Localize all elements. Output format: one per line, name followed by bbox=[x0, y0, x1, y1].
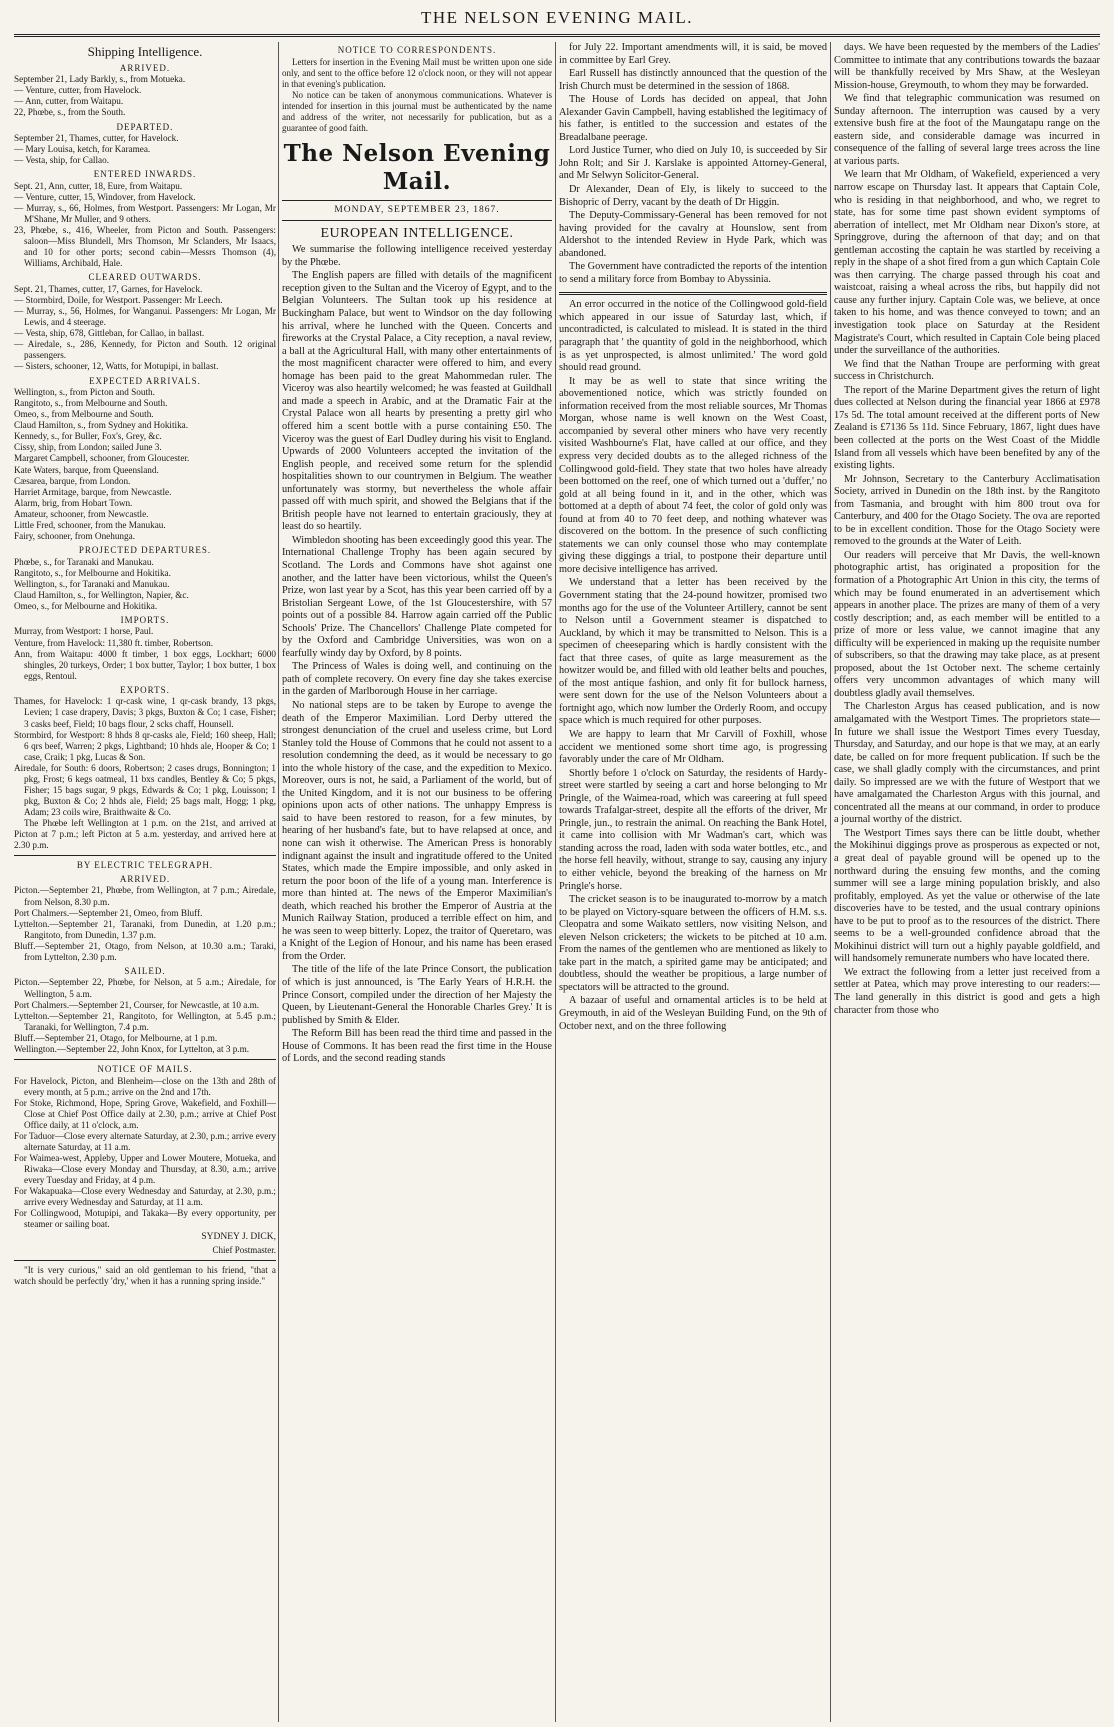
shipping-entry: For Taduor—Close every alternate Saturday, at 2.30, p.m.; arrive every alternate Saturday, at 11 a.m. bbox=[14, 1130, 276, 1152]
column-local-news bbox=[559, 42, 827, 1722]
shipping-entry: — Stormbird, Doile, for Westport. Passenger: Mr Leech. bbox=[14, 295, 223, 306]
dateline: MONDAY, SEPTEMBER 23, 1867. bbox=[334, 204, 500, 215]
divider bbox=[14, 1059, 276, 1060]
shipping-entry: Cissy, ship, from London; sailed June 3. bbox=[14, 442, 162, 453]
shipping-entry: Amateur, schooner, from Newcastle. bbox=[14, 508, 149, 519]
phoebe-note: The Phœbe left Wellington at 1 p.m. on the 21st, and arrived at Picton at 7 p.m.; left Picton at 5 a.m. yesterday, and arrived here at 2.30 p.m. bbox=[14, 817, 276, 850]
article-paragraph: We learn that Mr Oldham, of Wakefield, experienced a very narrow escape on Thursday last. It appears that Captain Cole, who is residing in that neighborhood, and who, we regret to state, has for some time past shown evident symptoms of aberration of intellect, met Mr Oldham near Dixon's store, at Springgrove, during the afternoon of that day; and on that gentleman accosting the captain he was startled by receiving a reply in the shape of a shot fired from a gun which Captain Cole was then carrying. The charge passed through his coat and waistcoat, raising a wheal across the ribs, but happily did not cause any further injury. Captain Cole was, we believe, at once taken to his home, and was thence conveyed to town; and an investigation took place on Saturday at the Resident Magistrate's Court, which resulted in Captain Cole being placed under the surveillance of the authorities. bbox=[834, 169, 1100, 357]
departed-heading: DEPARTED. bbox=[116, 121, 174, 132]
shipping-entry: Picton.—September 22, Phœbe, for Nelson, at 5 a.m.; Airedale, for Wellington, 5 a.m. bbox=[14, 977, 276, 999]
shipping-entry: September 21, Thames, cutter, for Havelock. bbox=[14, 133, 179, 144]
shipping-entry: Kennedy, s., for Buller, Fox's, Grey, &c. bbox=[14, 431, 162, 442]
shipping-entry: Lyttelton.—September 21, Taranaki, from Dunedin, at 1.20 p.m.; Rangitoto, from Dunedin, 1.37 p.m. bbox=[14, 918, 276, 940]
projected-heading: PROJECTED DEPARTURES. bbox=[78, 544, 212, 555]
shipping-entry: Ann, from Waitapu: 4000 ft timber, 1 box eggs, Lockhart; 6000 shingles, 20 turkeys, Order; 1 box butter, Taylor; 1 box butter, 1 box eggs, Rentoul. bbox=[14, 648, 276, 681]
masthead-rule bbox=[14, 34, 1100, 37]
column-divider bbox=[555, 42, 556, 1722]
article-paragraph: A bazaar of useful and ornamental articles is to be held at Greymouth, in aid of the Wesleyan Building Fund, on the 9th of October next, and on the three following bbox=[559, 995, 827, 1032]
notice-paragraph: Letters for insertion in the Evening Mail must be written upon one side only, and sent to the office before 12 o'clock noon, or they will not appear in that evening's publication. bbox=[282, 56, 552, 89]
entered-heading: ENTERED INWARDS. bbox=[93, 169, 197, 180]
article-paragraph: We understand that a letter has been received by the Government stating that the 24-pound howitzer, promised two months ago for the use of the Volunteer Artillery, cannot be sent to Nelson until a Government steamer is dispatched to Auckland, by which it may be transmitted to Nelson. This is a specimen of cheeseparing which is hardly consistent with the fact that three cases, of quite as large measurement as the howitzer would be, and filled with old leather belts and pouches, of the most antique fashion, and only fit for bullock harness, were sent down for the use of the Nelson Volunteers about a fortnight ago, which now lumber the Orderly Room, and occupy space which is much required for other purposes. bbox=[559, 577, 827, 727]
shipping-entry: Wellington, s., for Taranaki and Manukau. bbox=[14, 578, 170, 589]
article-paragraph: for July 22. Important amendments will, it is said, be moved in committee by Earl Grey. bbox=[559, 42, 827, 66]
shipping-entry: Sept. 21, Thames, cutter, 17, Garnes, for Havelock. bbox=[14, 284, 203, 295]
correction-paragraph: An error occurred in the notice of the Collingwood gold-field which appeared in our issue of Saturday last, which, if uncontradicted, is calculated to mislead. It is stated in the third paragraph that ' the quantity of gold in the neighborhood, which is as yet unprospected, is almost unlimited.' The word gold should read ground. bbox=[559, 299, 827, 374]
column-divider bbox=[830, 42, 831, 1722]
shipping-entry: Port Chalmers.—September 21, Omeo, from Bluff. bbox=[14, 907, 203, 918]
notice-heading: NOTICE TO CORRESPONDENTS. bbox=[337, 45, 497, 55]
article-paragraph: The Reform Bill has been read the third time and passed in the House of Commons. It has been read the first time in the House of Lords, and the second reading stands bbox=[282, 1028, 552, 1065]
cleared-heading: CLEARED OUTWARDS. bbox=[88, 272, 202, 283]
article-paragraph: Dr Alexander, Dean of Ely, is likely to succeed to the Bishopric of Derry, vacant by the death of Dr Higgin. bbox=[559, 184, 827, 208]
shipping-entry: — Vesta, ship, 678, Gittleban, for Callao, in ballast. bbox=[14, 328, 205, 339]
closing-anecdote: "It is very curious," said an old gentleman to his friend, "that a watch should be perfectly 'dry,' when it has a running spring inside." bbox=[14, 1265, 276, 1287]
shipping-entry: Harriet Armitage, barque, from Newcastle. bbox=[14, 486, 172, 497]
european-heading: EUROPEAN INTELLIGENCE. bbox=[320, 226, 514, 242]
article-paragraph: We summarise the following intelligence received yesterday by the Phœbe. bbox=[282, 244, 552, 268]
shipping-entry: Fairy, schooner, from Onehunga. bbox=[14, 530, 135, 541]
shipping-entry: Venture, from Havelock: 11,380 ft. timber, Robertson. bbox=[14, 637, 214, 648]
shipping-entry: — Sisters, schooner, 12, Watts, for Motupipi, in ballast. bbox=[14, 361, 219, 372]
article-paragraph: Wimbledon shooting has been exceedingly good this year. The International Challenge Trophy has been again secured by Scotland. The Lords and Commons have shot against one another, and the latter have been victorious, whilst the Queen's Prize, won last year by a Scot, has this year been carried off by a Bristolian Sergeant Lowe, of the 1st Gloucestershire, with 57 points out of a possible 84. Harrow again carried off the Public Schools' Prize. The Chancellors' Challenge Plate competed for by the Oxford and Cambridge Universities, was won on a fearfully windy day by Oxford, by 8 points. bbox=[282, 534, 552, 659]
article-paragraph: days. We have been requested by the members of the Ladies' Committee to intimate that any contributions towards the bazaar will be thankfully received by Mrs Shaw, at the Wesleyan Mission-house, Greymouth, to whom they may be forwarded. bbox=[834, 42, 1100, 91]
shipping-entry: For Havelock, Picton, and Blenheim—close on the 13th and 28th of every month, at 5 p.m.; arrive on the 2nd and 17th. bbox=[14, 1075, 276, 1097]
shipping-entry: Sept. 21, Ann, cutter, 18, Eure, from Waitapu. bbox=[14, 181, 183, 192]
article-paragraph: No national steps are to be taken by Europe to avenge the death of the Emperor Maximilian. Lord Derby uttered the strongest denunciation of the cruel and useless crime, but Lord Stanley told the House of Commons that he could not assent to a resolution condemning the deed, as it would be necessary to go into the whole history of the case, and the expedition to Mexico. Moreover, ours is not, he said, a Parliament of the world, but of the United Kingdom, and it is not our business to be offering opinions upon acts of other nations. The unhappy Empress is said to have been restored to reason, for a few minutes, by hearing of her husband's fate, but to have relapsed at once, and none can wish it otherwise. The American Press is honorably indignant against the insult and ingratitude offered to the United States, which made the Empire impossible, and only asked in return the poor boon of the life of a young man. Interference is more than hinted at. The news of the Emperor Maximilian's death, which reached his brother the Emperor of Austria at the Munich Railway Station, produced a terrible effect on him, and he was seen to weep bitterly. Lopez, the traitor of Queretaro, was a Knight of the Legion of Honour, and his name has been erased from the Order. bbox=[282, 699, 552, 962]
article-paragraph: We extract the following from a letter just received from a settler at Patea, which may prove interesting to our readers:—The land generally in this district is good and gets a high character from those who bbox=[834, 966, 1100, 1016]
tel-sailed-heading: SAILED. bbox=[124, 965, 166, 976]
article-paragraph: We find that telegraphic communication was resumed on Sunday afternoon. The interruption was caused by a very extensive bush fire at the foot of the Maungatapu range on the eastern side, and considerable damage was incurred in consequence of the falling of several large trees across the line at various parts. bbox=[834, 93, 1100, 167]
shipping-title: Shipping Intelligence. bbox=[87, 44, 203, 59]
shipping-entry: Claud Hamilton, s., for Wellington, Napier, &c. bbox=[14, 589, 189, 600]
exports-heading: EXPORTS. bbox=[120, 684, 170, 695]
article-paragraph: The report of the Marine Department gives the return of light dues collected at Nelson during the financial year 1866 at £978 17s 5d. The total amount received at the different ports of New Zealand is £7136 5s 11d. Since February, 1867, light dues have been collected at the ports on the West Coast of the Middle Island from all vessels which have been benefited by any of the existing lights. bbox=[834, 384, 1100, 472]
article-paragraph: The Deputy-Commissary-General has been removed for not having provided for the cavalry at Hounslow, sent from Aldershot to the intended Review in Hyde Park, which was abandoned. bbox=[559, 210, 827, 259]
shipping-entry: 23, Phœbe, s., 416, Wheeler, from Picton and South. Passengers: saloon—Miss Blundell, Mrs Thomson, Mr Sclanders, Mr Isaacs, and 10 for other ports; second cabin—Messrs Thomson (4), Williams, Archibald, Hale. bbox=[14, 225, 276, 269]
article-paragraph: The title of the life of the late Prince Consort, the publication of which is just announced, is 'The Early Years of H.R.H. the Prince Consort, compiled under the direction of her Majesty the Queen, by Lieutenant-General the Honorable Charles Grey.' It is published by Smith & Elder. bbox=[282, 964, 552, 1026]
divider bbox=[14, 1260, 276, 1261]
column-shipping bbox=[14, 42, 276, 1722]
article-paragraph: The Charleston Argus has ceased publication, and is now amalgamated with the Westport Times. The proprietors state—In future we shall issue the Westport Times every Tuesday, Thursday, and Saturday, and our hope is that we may, at an early date, be called on for more frequent publication. If such be the case, we shall gladly comply with the circumstances, and print daily. So impressed are we with the future of Westport that we have amalgamated the Charleston Argus with this journal, and concentrated all the means at our command, in order to produce a journal worthy of the district. bbox=[834, 701, 1100, 826]
shipping-entry: Cæsarea, barque, from London. bbox=[14, 475, 131, 486]
article-paragraph: Earl Russell has distinctly announced that the question of the Irish Church must be determined in the session of 1868. bbox=[559, 68, 827, 92]
shipping-entry: Lyttelton.—September 21, Rangitoto, for Wellington, at 5.45 p.m.; Taranaki, for Wellington, 7.4 p.m. bbox=[14, 1010, 276, 1032]
shipping-entry: Kate Waters, barque, from Queensland. bbox=[14, 464, 159, 475]
arrived-heading: ARRIVED. bbox=[119, 62, 171, 73]
notice-paragraph: No notice can be taken of anonymous communications. Whatever is intended for insertion in this journal must be authenticated by the name and address of the writer, not necessarily for publication, but as a guarantee of good faith. bbox=[282, 90, 552, 133]
shipping-entry: Thames, for Havelock: 1 qr-cask wine, 1 qr-cask brandy, 13 pkgs, Levien; 1 case drapery, Davis; 3 pkgs, Buxton & Co; 1 case, Fisher; 3 casks beef, Field; 10 bags flour, 2 scks chaff, Hounsell. bbox=[14, 696, 276, 729]
shipping-entry: Airedale, for South: 6 doors, Robertson; 2 cases drugs, Bonnington; 1 pkg, Frost; 6 kegs oatmeal, 11 bxs candles, Bentley & Co; 5 pkgs, Fisher; 15 bags sugar, 9 pkgs, Edwards & Co; 1 pkg, Louisson; 1 pkg, Buxton & Co; 2 hhds ale, Field; 25 bags malt, Hogg; 1 pkg, Adam; 23 coils wire, Braithwaite & Co. bbox=[14, 762, 276, 817]
article-paragraph: The English papers are filled with details of the magnificent reception given to the Sultan and the Viceroy of Egypt, and to the Belgian Volunteers. The Sultan took up his residence at Buckingham Palace, but went to Windsor on the day following his arrival, where he lunched with the Queen. Concerts and fireworks at the Crystal Palace, a City reception, a naval review, a ball at the Agricultural Hall, with many other entertainments of the most magnificent character were offered to him, and every homage has been paid to the great Mahommedan ruler. The Viceroy was also heartily welcomed; he was feasted at Guildhall and made a speech in Arabic, and at the Dramatic Fair at the Crystal Palace won all hearts by presenting a pretty girl who offered him a scent bottle with a purse containing £50. The Viceroy was the guest of Earl Dudley during his visit to England. Upwards of 2000 Volunteers accepted the invitation of the English people, and received some return for the splendid hospitalities shown to our countrymen in Belgium. The weather unfortunately was stormy, but nevertheless the whole affair passed off with much spirit, and showed the Belgians that if the British people have not learned to entertain graciously, they at least do so heartily. bbox=[282, 270, 552, 533]
shipping-entry: Bluff.—September 21, Otago, from Nelson, at 10.30 a.m.; Taraki, from Lyttelton, 2.30 p.m. bbox=[14, 940, 276, 962]
shipping-entry: Omeo, s., for Melbourne and Hokitika. bbox=[14, 600, 158, 611]
postmaster-signature: SYDNEY J. DICK, bbox=[201, 1231, 276, 1242]
telegraph-heading: BY ELECTRIC TELEGRAPH. bbox=[76, 859, 214, 870]
article-paragraph: The House of Lords has decided on appeal, that John Alexander Gavin Campbell, having established the legitimacy of his father, is entitled to the succession and estates of the Breadalbane peerage. bbox=[559, 94, 827, 143]
shipping-entry: Bluff.—September 21, Otago, for Melbourne, at 1 p.m. bbox=[14, 1032, 218, 1043]
shipping-entry: For Collingwood, Motupipi, and Takaka—By every opportunity, per steamer or sailing boat. bbox=[14, 1207, 276, 1229]
shipping-entry: Wellington, s., from Picton and South. bbox=[14, 387, 155, 398]
shipping-entry: For Waimea-west, Appleby, Upper and Lower Moutere, Motueka, and Riwaka—Close every Monday and Thursday, at 8.30, a.m.; arrive every Tuesday and Friday, at 4 p.m. bbox=[14, 1152, 276, 1185]
shipping-entry: Little Fred, schooner, from the Manukau. bbox=[14, 519, 166, 530]
article-paragraph: It may be as well to state that since writing the abovementioned notice, which was strictly founded on information received from the most reliable sources, Mr Thomas Morgan, whose name is well known on the West Coast, accompanied by several other miners who have very recently visited Washbourne's Flat, have called at our office, and they express very decided doubts as to the alleged richness of the Collingwood gold-field. They state that two holes have already been bottomed on the reef, one of which turned out a 'duffer,' no gold at all being found in it, and in the other, which was bottomed at a depth of about 74 feet, the color of gold only was found at from 40 to 70 feet deep, and nothing whatever was discovered on the bottom. In the presence of such conflicting statements we can only counsel those who may contemplate giving these diggings a trial, to postpone their departure until more decisive intelligence has arrived. bbox=[559, 375, 827, 575]
shipping-entry: For Stoke, Richmond, Hope, Spring Grove, Wakefield, and Foxhill—Close at Chief Post Office daily at 2.30, p.m.; arrive at Chief Post Office daily, at 11 o'clock, a.m. bbox=[14, 1097, 276, 1130]
shipping-entry: — Vesta, ship, for Callao. bbox=[14, 155, 110, 166]
expected-heading: EXPECTED ARRIVALS. bbox=[89, 375, 201, 386]
tel-arrived-heading: ARRIVED. bbox=[119, 873, 171, 884]
column-editorial bbox=[282, 42, 552, 1722]
shipping-entry: — Airedale, s., 286, Kennedy, for Picton and South. 12 original passengers. bbox=[14, 339, 276, 361]
article-paragraph: The cricket season is to be inaugurated to-morrow by a match to be played on Victory-square between the officers of H.M. s.s. Cleopatra and some Waikato settlers, now visiting Nelson, and eleven Nelson cricketers; the wickets to be pitched at 10 a.m. From the names of the gentlemen who are mentioned as likely to take part in the match, a spirited game may be anticipated; and doubtless, should the weather be propitious, a large number of spectators will be attracted to the ground. bbox=[559, 894, 827, 993]
shipping-entry: Wellington.—September 22, John Knox, for Lyttelton, at 3 p.m. bbox=[14, 1043, 250, 1054]
shipping-entry: — Mary Louisa, ketch, for Karamea. bbox=[14, 144, 151, 155]
shipping-entry: 22, Phœbe, s., from the South. bbox=[14, 107, 126, 118]
article-paragraph: Mr Johnson, Secretary to the Canterbury Acclimatisation Society, arrived in Dunedin on the 18th inst. by the Rangitoto from Tasmania, and brought with him 800 trout ova for Canterbury, and 400 for the Otago Society. The ova are reported to be in excellent condition. Those for the Otago Society were removed to the grounds at the Water of Leith. bbox=[834, 473, 1100, 548]
shipping-entry: Phœbe, s., for Taranaki and Manukau. bbox=[14, 556, 154, 567]
shipping-entry: Murray, from Westport: 1 horse, Paul. bbox=[14, 626, 154, 637]
shipping-entry: For Wakapuaka—Close every Wednesday and Saturday, at 2.30, p.m.; arrive every Wednesday and Saturday, at 11 a.m. bbox=[14, 1185, 276, 1207]
article-paragraph: The Government have contradicted the reports of the intention to send a military force from Bombay to Abyssinia. bbox=[559, 261, 827, 285]
shipping-entry: — Murray, s., 66, Holmes, from Westport. Passengers: Mr Logan, Mr M'Shane, Mr Muller, and 9 others. bbox=[14, 203, 276, 225]
shipping-entry: — Venture, cutter, 15, Windover, from Havelock. bbox=[14, 192, 196, 203]
article-paragraph: The Westport Times says there can be little doubt, whether the Mokihinui diggings prove as prosperous as expected or not, a great deal of payable ground will be opened up to the northward during the ensuing few months, and the coming summer will see a large mining population briskly, and also profitably, employed. As yet the value or otherwise of the late discoveries have to be tested, and the usual contrary opinions have to be put to proof as to the resources of the district. There seems to be a well-grounded confidence abroad that the Mokihinui district will turn out a highly payable goldfield, and will handsomely remunerate numbers who have located there. bbox=[834, 827, 1100, 965]
divider bbox=[559, 292, 827, 295]
postmaster-title: Chief Postmaster. bbox=[212, 1245, 276, 1256]
shipping-entry: — Murray, s., 56, Holmes, for Wanganui. Passengers: Mr Logan, Mr Lewis, and 4 steerage. bbox=[14, 306, 276, 328]
shipping-entry: Stormbird, for Westport: 8 hhds 8 qr-casks ale, Field; 160 sheep, Hall; 6 qrs beef, Warren; 2 pkgs, Lightband; 10 hhds ale, Hooper & Co; 1 case, Craik; 1 pkg, Lucas & Son. bbox=[14, 729, 276, 762]
shipping-entry: — Ann, cutter, from Waitapu. bbox=[14, 96, 124, 107]
article-paragraph: Shortly before 1 o'clock on Saturday, the residents of Hardy-street were startled by seeing a cart and horse belonging to Mr Pringle, of the Waimea-road, which was careering at full speed towards Trafalgar-street, despite all the efforts of the driver, Mr Pringle, jun., to restrain the animal. On reaching the Bank Hotel, it came into collision with Mr Wadman's cart, which was standing across the road, laden with soda water bottles, etc., and the horse fell heavily, without, strange to say, causing any injury to either vehicle, beyond the breaking of the harness on Mr Pringle's horse. bbox=[559, 767, 827, 892]
shipping-entry: Alarm, brig, from Hobart Town. bbox=[14, 497, 133, 508]
column-local-news-continued bbox=[834, 42, 1100, 1722]
paper-title: The Nelson Evening Mail. bbox=[283, 139, 551, 195]
shipping-entry: Rangitoto, s., for Melbourne and Hokitika. bbox=[14, 567, 171, 578]
shipping-entry: Port Chalmers.—September 21, Courser, for Newcastle, at 10 a.m. bbox=[14, 999, 260, 1010]
imports-heading: IMPORTS. bbox=[120, 614, 170, 625]
article-paragraph: Lord Justice Turner, who died on July 10, is succeeded by Sir John Rolt; and Sir J. Karslake is appointed Attorney-General, and Mr Selwyn Solicitor-General. bbox=[559, 145, 827, 182]
masthead: THE NELSON EVENING MAIL. bbox=[420, 8, 694, 27]
article-paragraph: The Princess of Wales is doing well, and continuing on the path of complete recovery. On every fine day she takes exercise in the garden of Marlborough House in her carriage. bbox=[282, 661, 552, 698]
shipping-entry: Margaret Campbell, schooner, from Gloucester. bbox=[14, 453, 190, 464]
divider bbox=[282, 200, 552, 201]
article-paragraph: We are happy to learn that Mr Carvill of Foxhill, whose accident we mentioned some short time ago, is progressing favorably under the care of Mr Oldham. bbox=[559, 728, 827, 766]
column-divider bbox=[278, 42, 279, 1722]
shipping-entry: September 21, Lady Barkly, s., from Motueka. bbox=[14, 74, 186, 85]
shipping-entry: Rangitoto, s., from Melbourne and South. bbox=[14, 398, 168, 409]
shipping-entry: Omeo, s., from Melbourne and South. bbox=[14, 409, 154, 420]
mails-heading: NOTICE OF MAILS. bbox=[97, 1063, 193, 1074]
shipping-entry: Claud Hamilton, s., from Sydney and Hokitika. bbox=[14, 420, 189, 431]
shipping-entry: — Venture, cutter, from Havelock. bbox=[14, 85, 142, 96]
divider bbox=[14, 855, 276, 856]
divider bbox=[282, 220, 552, 221]
shipping-entry: Picton.—September 21, Phœbe, from Wellington, at 7 p.m.; Airedale, from Nelson, 8.30 p.m. bbox=[14, 885, 276, 907]
article-paragraph: We find that the Nathan Troupe are performing with great success in Christchurch. bbox=[834, 358, 1100, 383]
article-paragraph: Our readers will perceive that Mr Davis, the well-known photographic artist, has originated a proposition for the formation of a Photographic Art Union in this city, the terms of which may be found enumerated in an advertisement which appears in another place. The prizes are many of them of a very costly description; and, as each member will be entitled to a prize of more or less value, we cannot imagine that any difficulty will be experienced in making up the requisite number of subscribers, so that the drawing may take place, as at present proposed, about the 1st October next. The scheme certainly offers very uncommon advantages of which many will doubtless gladly avail themselves. bbox=[834, 549, 1100, 699]
